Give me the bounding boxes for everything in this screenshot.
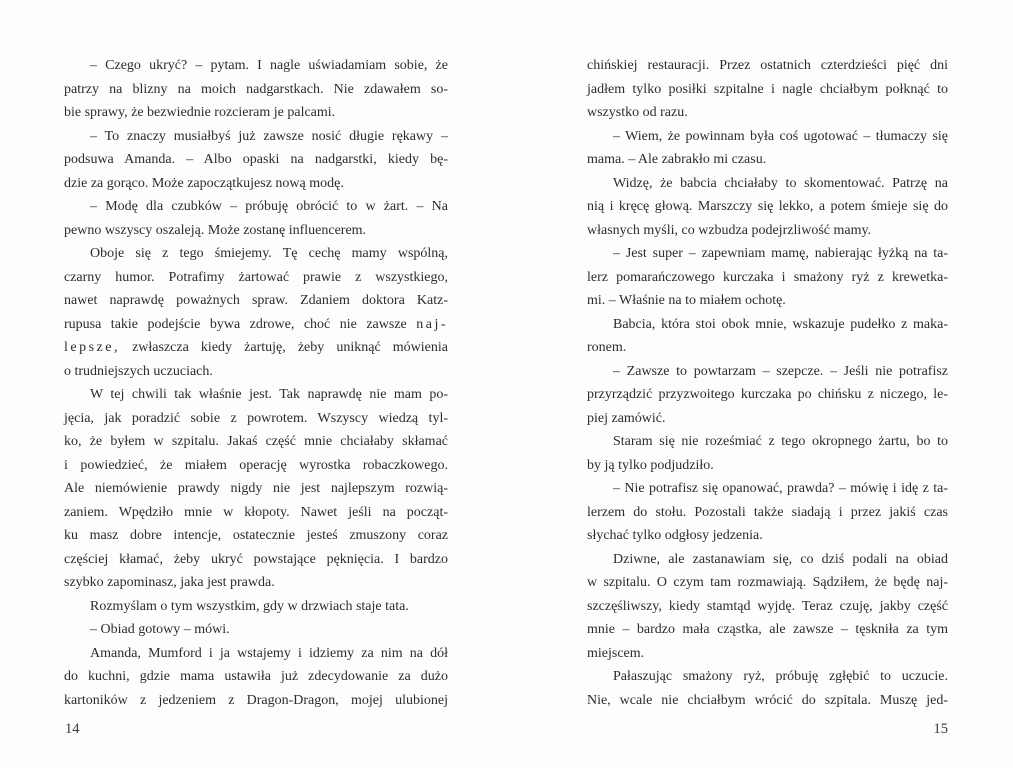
text-line: Dziwne, ale zastanawiam się, co dziś podali na obiad xyxy=(613,551,948,567)
text-line: kartoników z jedzeniem z Dragon-Dragon, mojej ulubionej xyxy=(64,692,448,708)
text-line: podsuwa Amanda. – Albo opaski na nadgarstki, kiedy bę- xyxy=(64,152,448,167)
text-line: mama. – Ale zabrakło mi czasu. xyxy=(587,152,767,167)
text-line: własnych myśli, co wzbudza podejrzliwość mamy. xyxy=(587,222,872,238)
text-line: do kuchni, gdzie mama ustawiła już zdecydowanie za dużo xyxy=(64,669,448,684)
text-line: Ale niemówienie prawdy nigdy nie jest najlepszym rozwią- xyxy=(64,481,448,496)
text-line: – Nie potrafisz się opanować, prawda? – mówię i idę z ta- xyxy=(613,481,948,496)
text-line: szybko zapominasz, jaka jest prawda. xyxy=(64,575,275,590)
text-line: Oboje się z tego śmiejemy. Tę cechę mamy wspólną, xyxy=(90,246,448,261)
text-line: Pałaszując smażony ryż, próbuję zgłębić to uczucie. xyxy=(613,669,948,684)
text-line: nawet naprawdę poważnych spraw. Zdaniem doktora Katz- xyxy=(64,293,448,308)
text-line: o trudniejszych uczuciach. xyxy=(64,363,213,379)
text-line: Nie, wcale nie chciałbym wrócić do szpitala. Muszę jed- xyxy=(587,692,948,708)
text-line: piej zamówić. xyxy=(587,410,666,426)
text-line: przyrządzić przyzwoitego kurczaka po chińsku z niczego, le- xyxy=(587,387,948,402)
text-line: zaniem. Wpędziło mnie w kłopoty. Nawet jeśli na począt- xyxy=(64,504,448,520)
text-line: Rozmyślam o tym wszystkim, gdy w drzwiach staje tata. xyxy=(90,598,409,614)
text-line: by ją tylko podjudziło. xyxy=(587,457,714,473)
text-line: patrzy na blizny na moich nadgarstkach. Nie zdawałem so- xyxy=(64,81,448,97)
text-line: Amanda, Mumford i ja wstajemy i idziemy za nim na dół xyxy=(90,645,448,661)
text-line: mnie – bardzo mała cząstka, ale zawsze – tęskniła za tym xyxy=(587,622,948,637)
text-line: – Jest super – zapewniam mamę, nabierając łyżką na ta- xyxy=(613,246,948,261)
emphasized-text: naj- xyxy=(416,316,448,332)
text-line: – Modę dla czubków – próbuję obrócić to w żart. – Na xyxy=(90,199,448,214)
text-line: – Obiad gotowy – mówi. xyxy=(90,622,230,637)
text-line: W tej chwili tak właśnie jest. Tak naprawdę nie mam po- xyxy=(90,387,448,402)
text-line: ronem. xyxy=(587,340,627,355)
text-line: częściej kłamać, żeby ukryć powstające pęknięcia. I bardzo xyxy=(64,551,448,567)
page-number: 15 xyxy=(933,721,948,737)
text-line: – Zawsze to powtarzam – szepcze. – Jeśli nie potrafisz xyxy=(613,363,948,379)
text-line: czarny humor. Potrafimy żartować prawie z wszystkiego, xyxy=(64,269,448,285)
text-line: słychać tylko odgłosy jedzenia. xyxy=(587,528,763,543)
text-line: – To znaczy musiałbyś już zawsze nosić długie rękawy – xyxy=(90,128,448,144)
text-line: szczęśliwszy, kiedy stamtąd wyjdę. Teraz czuję, jakby część xyxy=(587,598,948,614)
text-line: nią i kręcę głową. Marszczy się lekko, a potem śmieje się do xyxy=(587,199,948,214)
text-line: mi. – Właśnie na to miałem ochotę. xyxy=(587,293,786,308)
text-line: Babcia, która stoi obok mnie, wskazuje pudełko z maka- xyxy=(613,316,948,332)
text-line: Staram się nie roześmiać z tego okropnego żartu, bo to xyxy=(613,434,948,449)
text-line: lepsze, zwłaszcza kiedy żartuję, żeby uniknąć mówienia xyxy=(64,340,448,355)
text-line: lerzem do stołu. Pozostali także siadają i przez jakiś czas xyxy=(587,504,948,520)
text-line: pewno wszyscy oszaleją. Może zostanę influencerem. xyxy=(64,222,367,238)
text-line: jadłem tylko posiłki szpitalne i nagle chciałbym połknąć to xyxy=(587,81,948,97)
text-line: rupusa takie podejście bywa zdrowe, choć nie zawsze naj- xyxy=(64,316,448,332)
text-line: bie sprawy, że bezwiednie rozcieram je palcami. xyxy=(64,105,336,120)
text-line: – Wiem, że powinnam była coś ugotować – tłumaczy się xyxy=(613,128,948,144)
page-text xyxy=(64,54,448,712)
text-line: w szpitalu. O czym tam rozmawiają. Sądziłem, że będę naj- xyxy=(587,575,948,590)
text-line: wszystko od razu. xyxy=(587,105,688,120)
text-line: ko, że byłem w szpitalu. Jakaś część mnie chciałaby skłamać xyxy=(64,434,448,449)
text-line: Widzę, że babcia chciałaby to skomentować. Patrzę na xyxy=(613,175,948,191)
text-line: jęcia, jak poradzić sobie z powrotem. Wszyscy wiedzą tyl- xyxy=(64,410,448,426)
text-line: – Czego ukryć? – pytam. I nagle uświadamiam sobie, że xyxy=(90,58,448,73)
text-line: miejscem. xyxy=(587,645,645,661)
emphasized-text: lepsze, xyxy=(64,340,120,355)
page-text xyxy=(587,54,948,712)
text-line: chińskiej restauracji. Przez ostatnich czterdzieści pięć dni xyxy=(587,58,948,73)
text-line: i powiedzieć, że miałem operację wyrostka robaczkowego. xyxy=(64,457,448,473)
page-number: 14 xyxy=(65,721,80,737)
text-line: lerz pomarańczowego kurczaka i smażony ryż z krewetka- xyxy=(587,269,948,285)
text-line: dzie za gorąco. Może zapoczątkujesz nową modę. xyxy=(64,175,344,191)
text-line: ku masz dobre intencje, ostatecznie jesteś zmuszony coraz xyxy=(64,528,448,543)
